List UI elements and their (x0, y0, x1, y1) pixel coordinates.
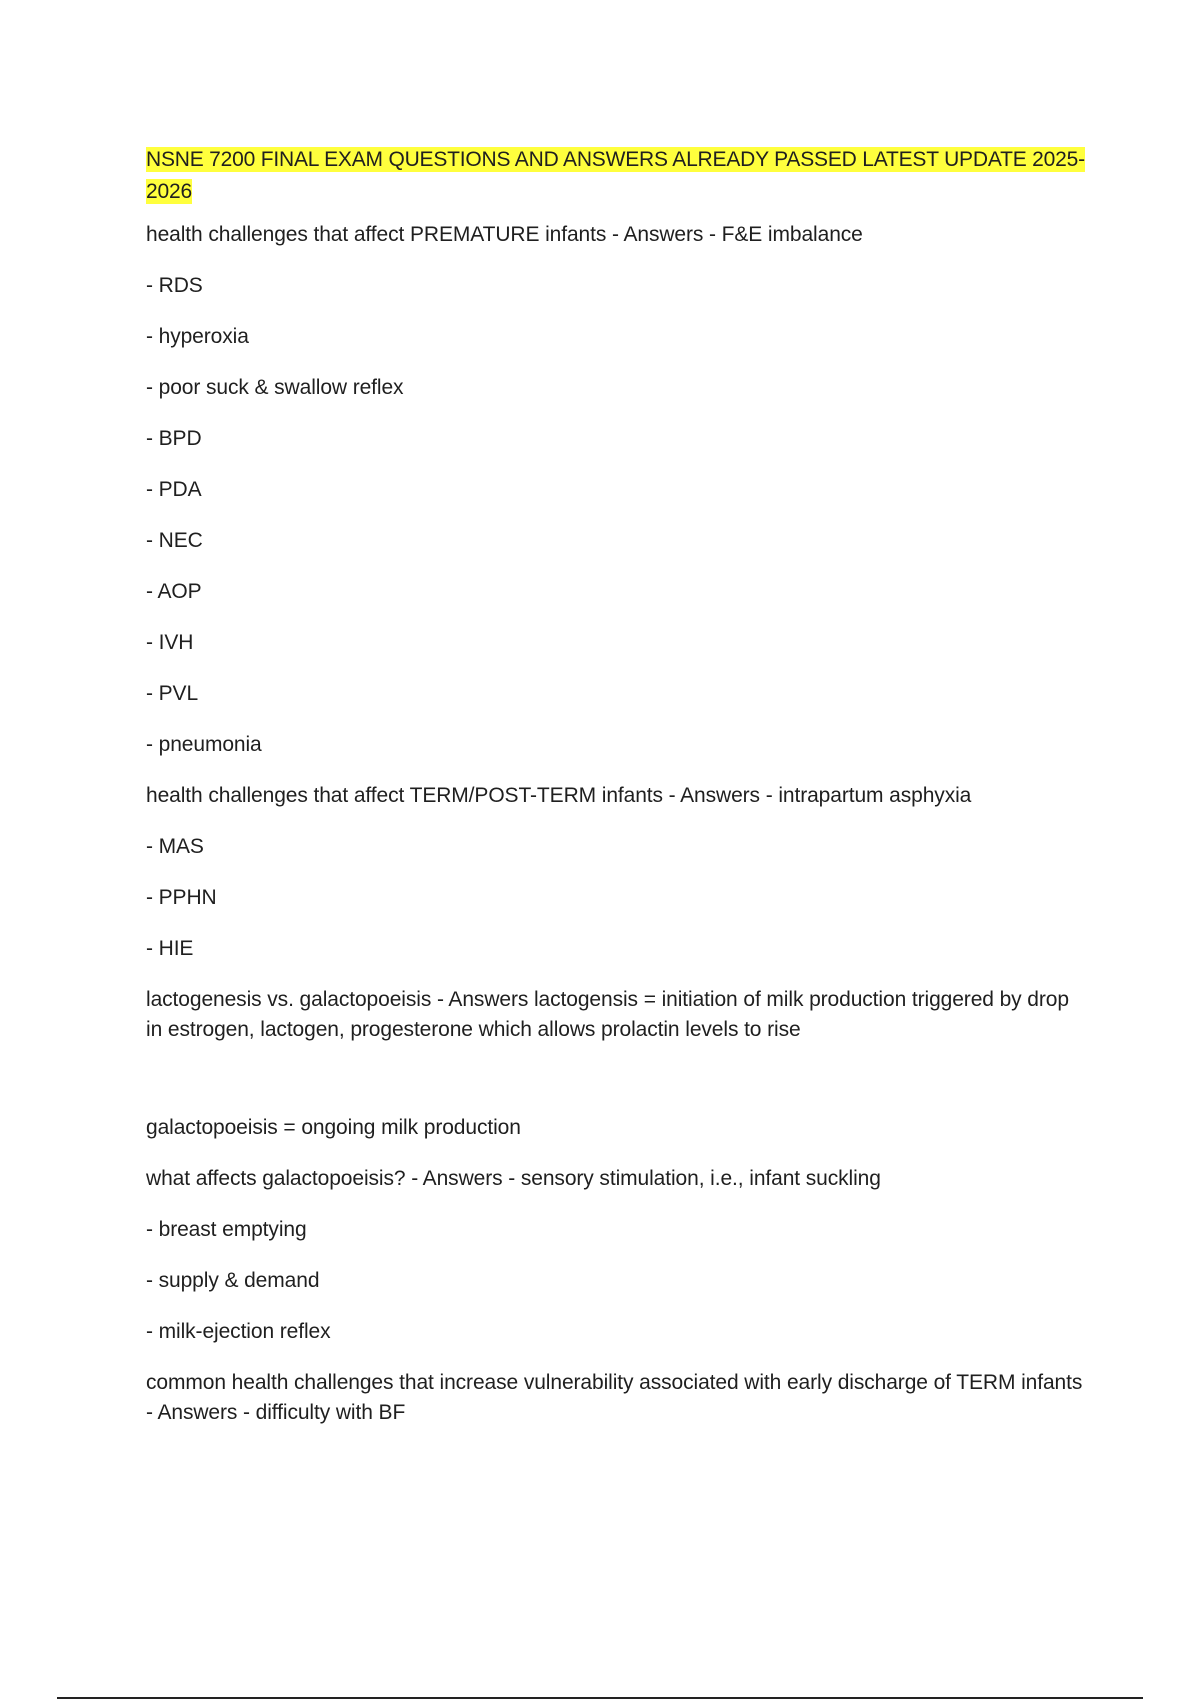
answer-item: - IVH (146, 631, 194, 654)
page-bottom-divider (57, 1697, 1143, 1699)
answer-item: - milk-ejection reflex (146, 1320, 331, 1343)
document-body (146, 144, 1086, 1449)
question-lactogenesis: lactogenesis vs. galactopoeisis - Answers lactogensis = initiation of milk production triggered by drop in estrogen, lactogen, progesterone which allows prolactin levels to rise (146, 988, 1069, 1041)
answer-item: - PVL (146, 682, 199, 705)
question-early-discharge: common health challenges that increase vulnerability associated with early discharge of TERM infants - Answers - difficulty with BF (146, 1371, 1083, 1424)
document-title-text: NSNE 7200 FINAL EXAM QUESTIONS AND ANSWERS ALREADY PASSED LATEST UPDATE 2025-2026 (146, 148, 1085, 203)
answer-item: - BPD (146, 427, 202, 450)
document-title (146, 144, 1086, 208)
answer-item: - AOP (146, 580, 202, 603)
answer-item: - RDS (146, 274, 203, 297)
answer-item: - supply & demand (146, 1269, 320, 1292)
answer-item: - poor suck & swallow reflex (146, 376, 404, 399)
question-term-infants: health challenges that affect TERM/POST-TERM infants - Answers - intrapartum asphyxia (146, 784, 972, 807)
answer-item: - NEC (146, 529, 203, 552)
answer-item: - breast emptying (146, 1218, 307, 1241)
question-galactopoeisis-factors: what affects galactopoeisis? - Answers - sensory stimulation, i.e., infant suckling (146, 1167, 881, 1190)
answer-item: - hyperoxia (146, 325, 249, 348)
answer-item: - MAS (146, 835, 204, 858)
answer-item: - HIE (146, 937, 194, 960)
answer-item: - pneumonia (146, 733, 262, 756)
answer-galactopoeisis: galactopoeisis = ongoing milk production (146, 1116, 521, 1139)
answer-item: - PPHN (146, 886, 217, 909)
question-premature-infants: health challenges that affect PREMATURE infants - Answers - F&E imbalance (146, 223, 863, 246)
answer-item: - PDA (146, 478, 202, 501)
